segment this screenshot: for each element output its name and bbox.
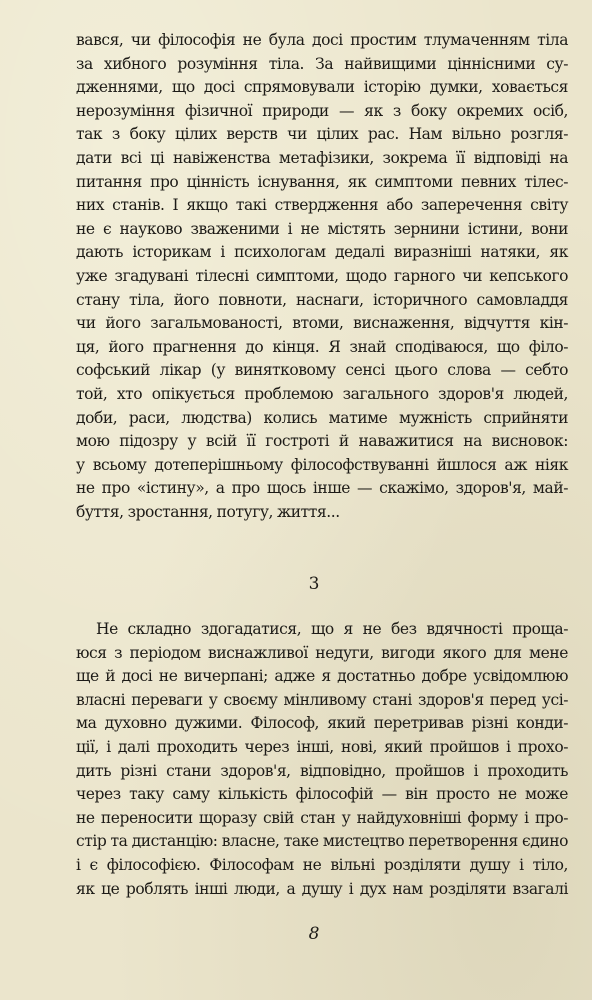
text-line: і є філософією. Філософам не вільні розділяти душу і тіло, (76, 855, 568, 874)
text-line: ця, його прагнення до кінця. Я знай сподіваюся, що філо- (76, 337, 568, 356)
text-line: стір та дистанцію: власне, таке мистецтво перетворення єдино (76, 832, 568, 851)
text-line: не переносити щоразу свій стан у найдуховніші форму і про- (76, 808, 568, 827)
text-line: так з боку цілих верств чи цілих рас. Нам вільно розгля- (76, 125, 568, 144)
text-line: не про «істину», а про щось інше — скажімо, здоров'я, май- (76, 479, 568, 498)
paragraph-2 (76, 618, 568, 901)
text-line: чи його загальмованості, втоми, виснаження, відчуття кін- (76, 314, 568, 333)
page-number: 8 (308, 924, 320, 944)
text-line: за хибного розуміння тіла. За найвищими ціннісними су- (76, 54, 568, 73)
text-line: юся з періодом виснажливої недуги, вигоди якого для мене (76, 643, 568, 662)
text-line: Не складно здогадатися, що я не без вдячності проща- (96, 620, 568, 638)
text-line: власні переваги у своєму мінливому стані здоров'я перед усі- (76, 690, 568, 709)
text-line: дають історикам і психологам дедалі виразніші натяки, як (76, 243, 568, 262)
text-line: ма духовно дужими. Філософ, який перетривав різні конди- (76, 714, 568, 733)
text-line: дати всі ці навіженства метафізики, зокрема її відповіді на (76, 148, 568, 167)
text-line: як це роблять інші люди, а душу і дух нам розділяти взагалі (76, 879, 568, 898)
text-line: той, хто опікується проблемою загального здоров'я людей, (76, 384, 568, 403)
text-line: нерозуміння фізичної природи — як з боку окремих осіб, (76, 101, 568, 120)
paragraph-1 (76, 29, 568, 524)
text-line: не є науково зваженими і не містять зернини істини, вони (76, 219, 568, 238)
text-line: буття, зростання, потугу, життя... (76, 502, 340, 521)
text-line: ції, і далі проходить через інші, нові, який пройшов і прохо- (76, 737, 568, 756)
section-number: 3 (308, 574, 320, 594)
text-line: дженнями, що досі спрямовували історію думки, ховається (76, 78, 568, 97)
text-line: них станів. І якщо такі ствердження або заперечення світу (76, 196, 568, 215)
text-line: через таку саму кількість філософій — він просто не може (76, 785, 568, 804)
text-line: софський лікар (у винятковому сенсі цього слова — себто (76, 361, 568, 380)
text-line: дить різні стани здоров'я, відповідно, пройшов і проходить (76, 761, 568, 780)
text-line: стану тіла, його повноти, наснаги, історичного самовладдя (76, 290, 568, 309)
text-line: питання про цінність існування, як симптоми певних тілес- (76, 172, 568, 191)
text-line: у всьому дотеперішньому філософствуванні йшлося аж ніяк (76, 455, 568, 474)
text-line: вався, чи філософія не була досі простим тлумаченням тіла (76, 31, 568, 49)
text-line: доби, раси, людства) колись матиме мужність сприйняти (76, 408, 568, 427)
text-line: уже згадувані тілесні симптоми, щодо гарного чи кепського (76, 266, 568, 285)
text-line: ще й досі не вичерпані; адже я достатньо добре усвідомлюю (76, 667, 568, 686)
text-line: мою підозру у всій її гостроті й наважитися на висновок: (76, 432, 568, 451)
